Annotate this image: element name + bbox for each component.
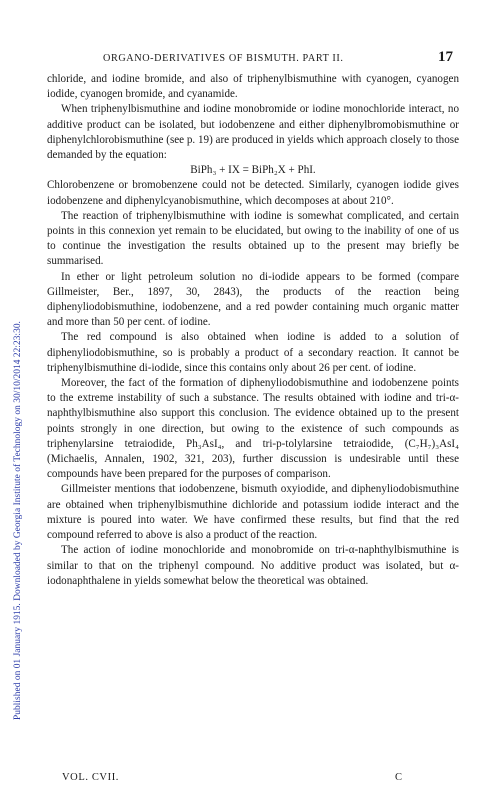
- paragraph-naphthyl: The action of iodine monochloride and monobromide on tri-α-naphthylbismuthine is similar to that on the triphenyl compound. No additive product was isolated, but α-iodonaphthalene in yields somewhat below the theoretical was obtained.: [47, 544, 459, 587]
- paragraph-iodine-reaction: The reaction of triphenylbismuthine with iodine is somewhat complicated, and certain points in this connexion yet remain to be elucidated, but owing to the inability of one of us to continue the investigation the results obtained up to the present may briefly be summarised.: [47, 209, 459, 268]
- paragraph-continuation: chloride, and iodine bromide, and also of triphenylbismuthine with cyanogen, cyanogen iodide, cyanogen bromide, and cyanamide.: [47, 73, 459, 101]
- paragraph-iodine-monobromide: When triphenylbismuthine and iodine monobromide or iodine monochloride interact, no additive product can be isolated, but iodobenzene and either diphenylbromobismuthine or diphenylchlorobismuthine (see p. 19) are produced in yields which approach closely to those demanded by the equation:: [47, 103, 459, 162]
- reaction-equation: BiPh₃ + IX = BiPh₂X + PhI.: [190, 164, 316, 177]
- download-notice-sidebar: [6, 40, 23, 720]
- volume-label: VOL. CVII.: [62, 772, 120, 783]
- paragraph-gillmeister: Gillmeister mentions that iodobenzene, bismuth oxyiodide, and diphenyliodobismuthine are obtained when triphenylbismuthine dichloride and potassium iodide interact and the mixture is poured into water. We have confirmed these results, but find that the red compound referred to above is also a product of the reaction.: [47, 483, 459, 542]
- page-footer: [62, 772, 402, 786]
- paragraph-instability: Moreover, the fact of the formation of diphenyliodobismuthine and iodobenzene points to the extreme instability of such a substance. The results obtained with iodine and tri-α-naphthylbismuthine also support this conclusion. The evidence obtained up to the present points strongly in one direction, but owing to the existence of such compounds as triphenylarsine tetraiodide, Ph₃AsI₄, and tri-p-tolylarsine tetraiodide, (C₇H₇)₃AsI₄ (Michaelis, Annalen, 1902, 321, 203), further discussion is undesirable until these compounds have been prepared for the purposes of comparison.: [47, 377, 459, 481]
- article-body: [47, 72, 459, 589]
- paragraph-ether-solution: In ether or light petroleum solution no di-iodide appears to be formed (compare Gillmeister, Ber., 1897, 30, 2843), the products of the reaction being diphenyliodobismuthine, iodobenzene, and a red powder containing much organic matter and more than 50 per cent. of iodine.: [47, 270, 459, 329]
- running-title: ORGANO-DERIVATIVES OF BISMUTH. PART II.: [103, 53, 344, 64]
- paragraph-red-compound: The red compound is also obtained when iodine is added to a solution of diphenyliodobismuthine, so is probably a product of a secondary reaction. It cannot be triphenylbismuthine di-iodide, since this contains only about 26 per cent. of iodine.: [47, 331, 459, 374]
- paragraph-chlorobenzene: Chlorobenzene or bromobenzene could not be detected. Similarly, cyanogen iodide gives iodobenzene and diphenylcyanobismuthine, which decomposes at about 210°.: [47, 179, 459, 207]
- page-header: [103, 50, 453, 68]
- download-notice: Published on 01 January 1915. Downloaded by Georgia Institute of Technology on 30/10/2014 22:23:30.: [13, 321, 23, 720]
- page-number: 17: [438, 49, 453, 65]
- signature-mark: C: [394, 772, 402, 783]
